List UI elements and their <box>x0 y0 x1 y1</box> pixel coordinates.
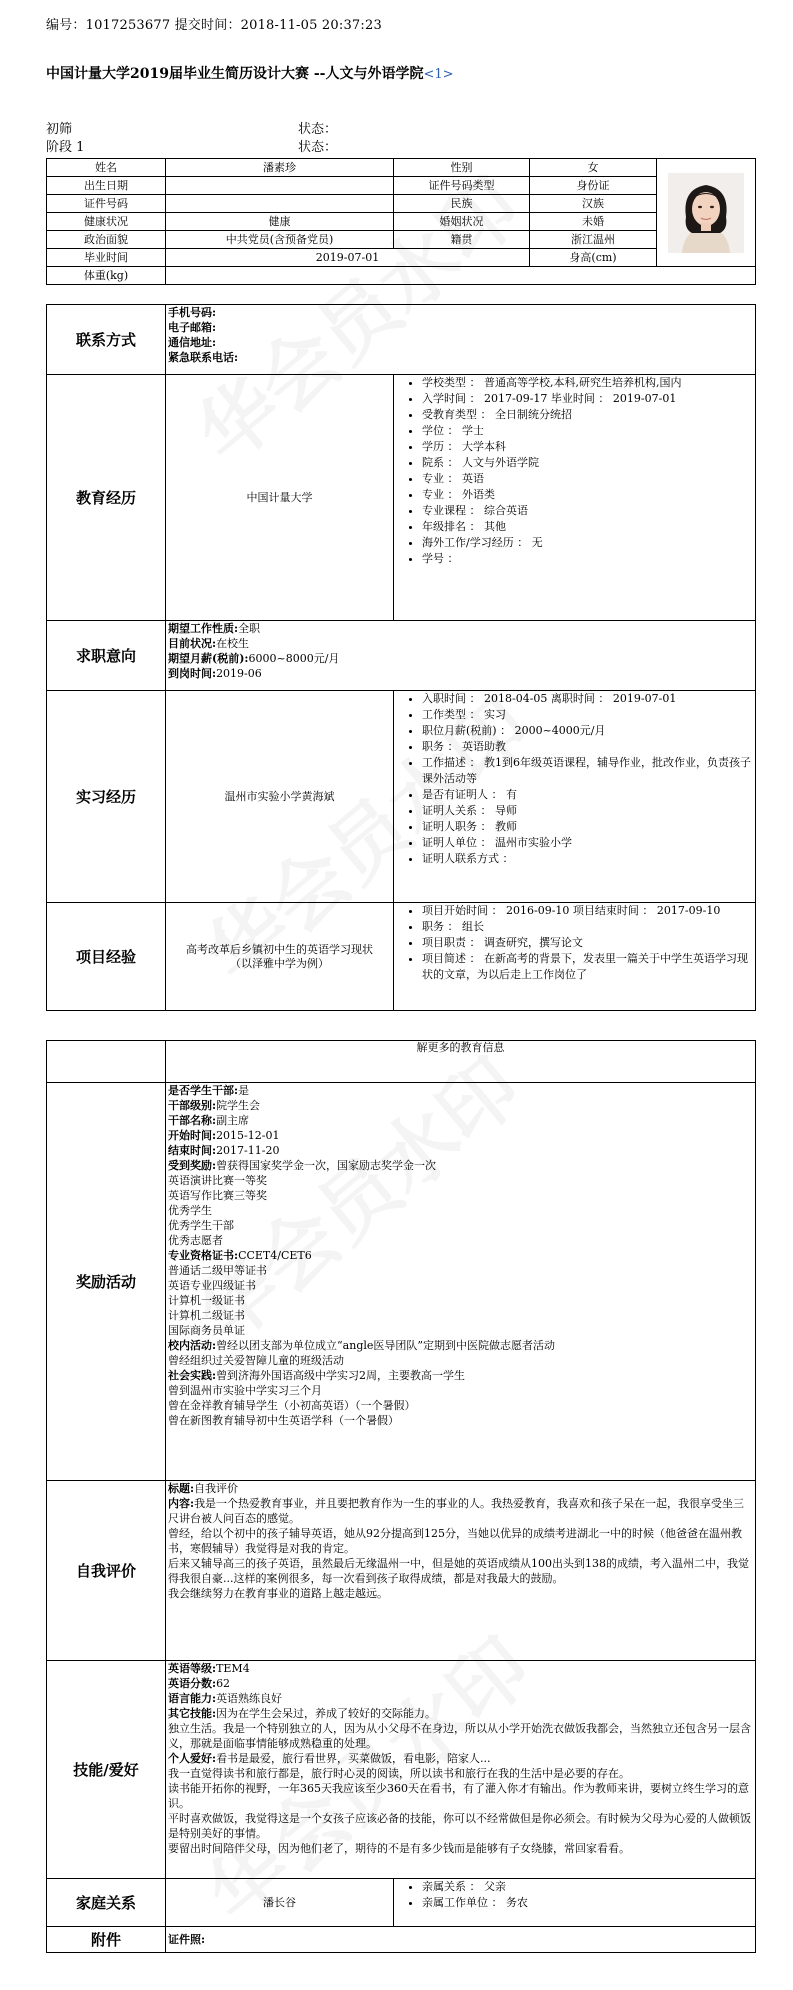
awards-line <box>168 1383 753 1398</box>
skills-line <box>168 1781 753 1811</box>
self-eval-line <box>168 1586 753 1601</box>
education-item: • 学号 ： <box>422 551 753 567</box>
intention-section-title: 求职意向 <box>47 621 166 691</box>
self-eval-line <box>168 1556 753 1586</box>
education-item: • 年级排名 ： 其他 <box>422 519 753 535</box>
skills-line-key: 其它技能: <box>168 1707 217 1720</box>
awards-line <box>168 1368 753 1383</box>
attachment-section-title: 附件 <box>47 1927 166 1953</box>
family-list <box>396 1879 753 1911</box>
skills-line <box>168 1676 753 1691</box>
self-eval-details <box>166 1481 756 1661</box>
skills-line-value: 62 <box>216 1677 231 1690</box>
attachment-photo-label: 证件照: <box>166 1927 756 1953</box>
page-title <box>46 63 454 83</box>
awards-line-value: 曾在金祥教育辅导学生（小初高英语）（一个暑假） <box>168 1399 416 1412</box>
awards-line-value: 副主席 <box>216 1114 250 1127</box>
education-item: • 学位 ： 学士 <box>422 423 753 439</box>
self-eval-line <box>168 1526 753 1556</box>
more-edu-title: 解更多的教育信息 <box>166 1041 756 1083</box>
marital-label: 婚姻状况 <box>394 213 530 231</box>
education-item: • 学校类型 ： 普通高等学校,本科,研究生培养机构,国内 <box>422 375 753 391</box>
skills-line-value: 读书能开拓你的视野，一年365天我应该至少360天在看书，有了灌入你才有输出。作为教师来讲，要树立终生学习的意识。 <box>168 1782 749 1810</box>
internship-place: 温州市实验小学黄海斌 <box>166 691 394 903</box>
address-label: 通信地址: <box>168 336 217 349</box>
awards-section-title: 奖励活动 <box>47 1083 166 1481</box>
project-details <box>394 903 756 1011</box>
skills-line-key: 语言能力: <box>168 1692 217 1705</box>
ethnic-value: 汉族 <box>530 195 657 213</box>
awards-details <box>166 1083 756 1481</box>
intention-line <box>168 651 753 666</box>
height-label: 身高(cm) <box>530 249 657 267</box>
awards-line <box>168 1278 753 1293</box>
awards-line-value: 2017-11-20 <box>216 1144 280 1157</box>
project-section-title: 项目经验 <box>47 903 166 1011</box>
internship-item: • 是否有证明人 ： 有 <box>422 787 753 803</box>
skills-line-value: 英语熟练良好 <box>216 1692 283 1705</box>
awards-line <box>168 1173 753 1188</box>
family-details <box>394 1879 756 1927</box>
intention-line <box>168 621 753 636</box>
awards-line-key: 结束时间: <box>168 1144 217 1157</box>
idtype-value: 身份证 <box>530 177 657 195</box>
education-item: • 院系 ： 人文与外语学院 <box>422 455 753 471</box>
native-value: 浙江温州 <box>530 231 657 249</box>
family-item: • 亲属关系 ： 父亲 <box>422 1879 753 1895</box>
intention-line-key: 期望月薪(税前): <box>168 652 249 665</box>
grad-label: 毕业时间 <box>47 249 166 267</box>
awards-line <box>168 1233 753 1248</box>
stage2-label: 阶段 1 <box>46 140 85 155</box>
awards-line <box>168 1293 753 1308</box>
education-item: • 受教育类型 ： 全日制统分统招 <box>422 407 753 423</box>
awards-line-value: 普通话二级甲等证书 <box>168 1264 267 1277</box>
marital-value: 未婚 <box>530 213 657 231</box>
native-label: 籍贯 <box>394 231 530 249</box>
awards-line-key: 干部级别: <box>168 1099 217 1112</box>
awards-line-value: 优秀学生干部 <box>168 1219 234 1232</box>
intention-line-value: 在校生 <box>216 637 250 650</box>
stage2-status: 状态： <box>298 140 338 155</box>
internship-item: • 证明人联系方式 ： <box>422 851 753 867</box>
internship-item: • 工作描述 ： 教1到6年级英语课程，辅导作业，批改作业，负责孩子课外活动等 <box>422 755 753 787</box>
intention-line-value: 全职 <box>238 622 261 635</box>
intention-line <box>168 666 753 681</box>
intention-line-key: 到岗时间: <box>168 667 217 680</box>
internship-item: • 证明人单位 ： 温州市实验小学 <box>422 835 753 851</box>
self-eval-line-key: 内容: <box>168 1497 195 1510</box>
awards-line <box>168 1398 753 1413</box>
weight-label: 体重(kg) <box>47 267 166 285</box>
awards-line-value: 曾获得国家奖学金一次，国家励志奖学金一次 <box>216 1159 437 1172</box>
email-label: 电子邮箱: <box>168 321 217 334</box>
intention-line-key: 期望工作性质: <box>168 622 239 635</box>
internship-section-title: 实习经历 <box>47 691 166 903</box>
skills-line <box>168 1751 753 1766</box>
basic-info-table <box>46 158 756 285</box>
education-item: • 专业 ： 外语类 <box>422 487 753 503</box>
extra-sections-table <box>46 1040 756 1953</box>
birth-value <box>166 177 394 195</box>
idno-label: 证件号码 <box>47 195 166 213</box>
contact-section-title: 联系方式 <box>47 305 166 375</box>
project-item: • 项目开始时间 ： 2016-09-10 项目结束时间 ： 2017-09-10 <box>422 903 753 919</box>
awards-line-key: 是否学生干部: <box>168 1084 239 1097</box>
political-label: 政治面貌 <box>47 231 166 249</box>
awards-line-value: 曾到温州市实验中学实习三个月 <box>168 1384 322 1397</box>
awards-line-value: 2015-12-01 <box>216 1129 280 1142</box>
awards-line <box>168 1413 753 1428</box>
skills-line <box>168 1766 753 1781</box>
self-eval-line-value: 我是一个热爱教育事业，并且要把教育作为一生的事业的人。我热爱教育，我喜欢和孩子呆在一起，我很享受坐三尺讲台被人问百态的感觉。 <box>168 1497 745 1525</box>
internship-item: • 证明人关系 ： 导师 <box>422 803 753 819</box>
skills-line-value: 我一直觉得读书和旅行都是，旅行时心灵的阅读，所以读书和旅行在我的生活中是必要的存在。 <box>168 1767 630 1780</box>
intention-line-value: 6000~8000元/月 <box>248 652 340 665</box>
title-text: 中国计量大学2019届毕业生简历设计大赛 --人文与外语学院 <box>46 66 424 82</box>
skills-line-key: 英语等级: <box>168 1662 217 1675</box>
awards-line-key: 校内活动: <box>168 1339 217 1352</box>
project-item: • 项目简述 ： 在新高考的背景下，发表里一篇关于中学生英语学习现状的文章，为以后走上工作岗位了 <box>422 951 753 983</box>
skills-line-value: 因为在学生会呆过，养成了较好的交际能力。 <box>216 1707 437 1720</box>
awards-line <box>168 1323 753 1338</box>
awards-line <box>168 1113 753 1128</box>
family-member-name: 潘长谷 <box>166 1879 394 1927</box>
awards-line <box>168 1218 753 1233</box>
intention-line-key: 目前状况: <box>168 637 217 650</box>
project-name: 高考改革后乡镇初中生的英语学习现状（以泽雅中学为例） <box>166 903 394 1011</box>
awards-line-value: 是 <box>238 1084 250 1097</box>
avatar <box>668 173 744 253</box>
health-label: 健康状况 <box>47 213 166 231</box>
health-value: 健康 <box>166 213 394 231</box>
awards-line-value: 优秀学生 <box>168 1204 212 1217</box>
family-item: • 亲属工作单位 ： 务农 <box>422 1895 753 1911</box>
education-item: • 海外工作/学习经历 ： 无 <box>422 535 753 551</box>
resume-sections-table <box>46 304 756 1011</box>
awards-line <box>168 1098 753 1113</box>
education-item: • 入学时间 ： 2017-09-17 毕业时间 ： 2019-07-01 <box>422 391 753 407</box>
self-eval-line-value: 后来又辅导高三的孩子英语，虽然最后无缘温州一中，但是她的英语成绩从100出头到138的成绩，考入温州二中，我觉得我很自豪...这样的案例很多，每一次看到孩子取得成绩，都是对我最大的鼓励。 <box>168 1557 749 1585</box>
self-eval-line-value: 自我评价 <box>194 1482 239 1495</box>
name-label: 姓名 <box>47 159 166 177</box>
awards-line-value: 国际商务员单证 <box>168 1324 245 1337</box>
gender-label: 性别 <box>394 159 530 177</box>
skills-section-title: 技能/爱好 <box>47 1661 166 1879</box>
awards-line <box>168 1248 753 1263</box>
awards-line-value: CCET4/CET6 <box>238 1249 312 1262</box>
skills-line <box>168 1691 753 1706</box>
project-item: • 职务 ： 组长 <box>422 919 753 935</box>
awards-line-value: 优秀志愿者 <box>168 1234 223 1247</box>
awards-line <box>168 1353 753 1368</box>
internship-details <box>394 691 756 903</box>
skills-line-key: 英语分数: <box>168 1677 217 1690</box>
awards-line-key: 社会实践: <box>168 1369 217 1382</box>
awards-line <box>168 1263 753 1278</box>
submission-info: 编号：1017253677 提交时间：2018-11-05 20:37:23 <box>46 18 382 33</box>
education-section-title: 教育经历 <box>47 375 166 621</box>
intention-line <box>168 636 753 651</box>
gender-value: 女 <box>530 159 657 177</box>
awards-line <box>168 1143 753 1158</box>
skills-line-value: 要留出时间陪伴父母，因为他们老了，期待的不是有多少钱而是能够有子女绕膝，常回家看看。 <box>168 1842 630 1855</box>
awards-line <box>168 1338 753 1353</box>
awards-line <box>168 1083 753 1098</box>
contact-details <box>166 305 756 375</box>
title-ref-link[interactable]: <1> <box>423 67 454 82</box>
awards-line-key: 干部名称: <box>168 1114 217 1127</box>
awards-line <box>168 1308 753 1323</box>
stage1-status: 状态： <box>298 122 338 137</box>
grad-value: 2019-07-01 <box>166 249 530 267</box>
self-eval-line-value: 曾经，给以个初中的孩子辅导英语，她从92分提高到125分，当她以优异的成绩考进湖北一中的时候（他爸爸在温州教书，寒假辅导）我觉得是对我的肯定。 <box>168 1527 742 1555</box>
self-eval-section-title: 自我评价 <box>47 1481 166 1661</box>
awards-line-key: 专业资格证书: <box>168 1249 239 1262</box>
intention-details <box>166 621 756 691</box>
phone-label: 手机号码: <box>168 306 217 319</box>
idno-value <box>166 195 394 213</box>
internship-item: • 工作类型 ： 实习 <box>422 707 753 723</box>
emergency-phone-label: 紧急联系电话: <box>168 351 239 364</box>
awards-line <box>168 1188 753 1203</box>
awards-line-value: 院学生会 <box>216 1099 261 1112</box>
awards-line <box>168 1203 753 1218</box>
internship-item: • 证明人职务 ： 教师 <box>422 819 753 835</box>
idtype-label: 证件号码类型 <box>394 177 530 195</box>
awards-line <box>168 1158 753 1173</box>
education-school: 中国计量大学 <box>166 375 394 621</box>
skills-line-value: 独立生活。我是一个特别独立的人，因为从小父母不在身边，所以从小学开始洗衣做饭我都会，当然独立还包含另一层含义，那就是面临事情能够成熟稳重的处理。 <box>168 1722 751 1750</box>
stage1-label: 初筛 <box>46 122 73 137</box>
awards-line-value: 曾经以团支部为单位成立“angle医导团队”定期到中医院做志愿者活动 <box>216 1339 556 1352</box>
skills-line <box>168 1721 753 1751</box>
skills-line-value: 平时喜欢做饭，我觉得这是一个女孩子应该必备的技能，你可以不经常做但是你必须会。有时候为父母为心爱的人做顿饭是特别美好的事情。 <box>168 1812 751 1840</box>
awards-line <box>168 1128 753 1143</box>
project-list <box>396 903 753 983</box>
family-section-title: 家庭关系 <box>47 1879 166 1927</box>
education-item: • 学历 ： 大学本科 <box>422 439 753 455</box>
skills-details <box>166 1661 756 1879</box>
name-value: 潘素珍 <box>166 159 394 177</box>
weight-value <box>166 267 756 285</box>
education-item: • 专业 ： 英语 <box>422 471 753 487</box>
awards-line-key: 受到奖励: <box>168 1159 217 1172</box>
self-eval-line <box>168 1496 753 1526</box>
self-eval-line-value: 我会继续努力在教育事业的道路上越走越远。 <box>168 1587 388 1600</box>
awards-line-key: 开始时间: <box>168 1129 217 1142</box>
avatar-portrait-image <box>668 173 744 253</box>
self-eval-line <box>168 1481 753 1496</box>
skills-line-key: 个人爱好: <box>168 1752 217 1765</box>
birth-label: 出生日期 <box>47 177 166 195</box>
self-eval-line-key: 标题: <box>168 1482 195 1495</box>
awards-line-value: 曾经组织过关爱智障儿童的班级活动 <box>168 1354 344 1367</box>
awards-line-value: 曾在新图教育辅导初中生英语学科（一个暑假） <box>168 1414 399 1427</box>
awards-line-value: 计算机一级证书 <box>168 1294 245 1307</box>
project-item: • 项目职责 ： 调查研究，撰写论文 <box>422 935 753 951</box>
awards-line-value: 曾到济海外国语高级中学实习2周，主要教高一学生 <box>216 1369 466 1382</box>
education-item: • 专业课程 ： 综合英语 <box>422 503 753 519</box>
awards-line-value: 英语演讲比赛一等奖 <box>168 1174 267 1187</box>
skills-line <box>168 1706 753 1721</box>
skills-line <box>168 1841 753 1856</box>
awards-line-value: 英语写作比赛三等奖 <box>168 1189 267 1202</box>
political-value: 中共党员(含预备党员) <box>166 231 394 249</box>
internship-list <box>396 691 753 867</box>
internship-item: • 入职时间 ： 2018-04-05 离职时间 ： 2019-07-01 <box>422 691 753 707</box>
awards-line-value: 计算机二级证书 <box>168 1309 245 1322</box>
skills-line <box>168 1661 753 1676</box>
ethnic-label: 民族 <box>394 195 530 213</box>
education-details <box>394 375 756 621</box>
more-edu-blank <box>47 1041 166 1083</box>
skills-line-value: 看书是最爱，旅行看世界，买菜做饭，看电影，陪家人... <box>216 1752 491 1765</box>
photo-cell <box>657 159 756 267</box>
skills-line-value: TEM4 <box>216 1662 250 1675</box>
education-list <box>396 375 753 567</box>
internship-item: • 职务 ： 英语助教 <box>422 739 753 755</box>
awards-line-value: 英语专业四级证书 <box>168 1279 256 1292</box>
intention-line-value: 2019-06 <box>216 667 262 680</box>
internship-item: • 职位月薪(税前) ： 2000~4000元/月 <box>422 723 753 739</box>
skills-line <box>168 1811 753 1841</box>
